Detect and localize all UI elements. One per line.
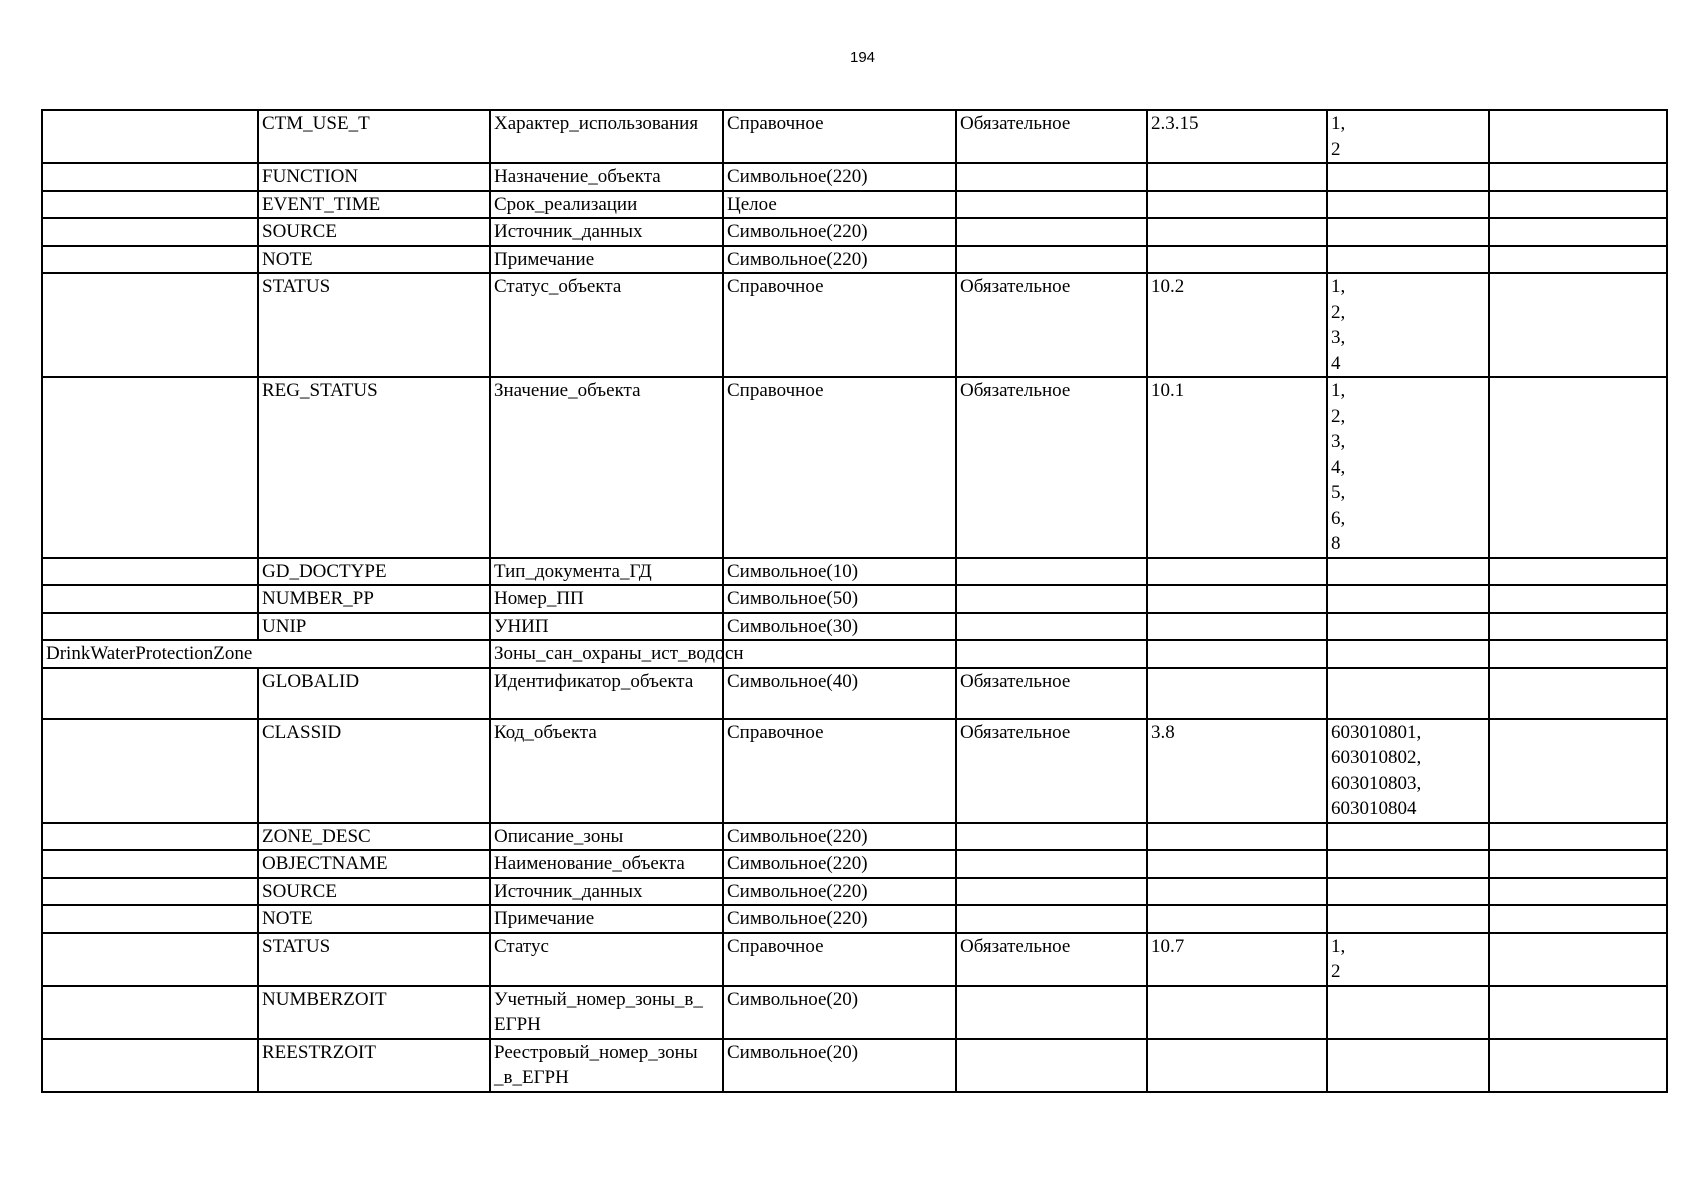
reference-cell (1147, 218, 1327, 246)
field-type-cell: Символьное(220) (723, 163, 956, 191)
field-code-cell: NUMBER_PP (258, 585, 490, 613)
field-type-cell: Символьное(220) (723, 246, 956, 274)
allowed-values-cell (1327, 558, 1489, 586)
field-name-cell: УНИП (490, 613, 723, 641)
allowed-values-cell (1327, 163, 1489, 191)
class-cell (42, 933, 258, 986)
requirement-cell (956, 640, 1147, 668)
notes-cell (1489, 1039, 1667, 1092)
table-row (42, 640, 1667, 668)
notes-cell (1489, 110, 1667, 163)
field-name-cell: Характер_использования (490, 110, 723, 163)
allowed-values-cell: 1, 2, 3, 4 (1327, 273, 1489, 377)
field-type-cell: Символьное(220) (723, 850, 956, 878)
table-row (42, 933, 1667, 986)
field-type-cell: Справочное (723, 273, 956, 377)
requirement-cell: Обязательное (956, 933, 1147, 986)
table-row (42, 878, 1667, 906)
field-code-cell (258, 640, 490, 668)
field-type-cell: Символьное(10) (723, 558, 956, 586)
class-cell (42, 1039, 258, 1092)
table-row (42, 558, 1667, 586)
field-type-cell: Символьное(220) (723, 878, 956, 906)
reference-cell (1147, 246, 1327, 274)
table-row (42, 905, 1667, 933)
page-number: 194 (849, 49, 876, 66)
table-row (42, 719, 1667, 823)
requirement-cell (956, 823, 1147, 851)
reference-cell (1147, 850, 1327, 878)
field-code-cell: GLOBALID (258, 668, 490, 719)
requirement-cell (956, 613, 1147, 641)
requirement-cell (956, 246, 1147, 274)
field-code-cell: STATUS (258, 933, 490, 986)
class-cell (42, 878, 258, 906)
notes-cell (1489, 640, 1667, 668)
table-row (42, 218, 1667, 246)
field-type-cell: Символьное(20) (723, 1039, 956, 1092)
requirement-cell: Обязательное (956, 377, 1147, 558)
class-cell (42, 163, 258, 191)
notes-cell (1489, 191, 1667, 219)
field-type-cell: Символьное(50) (723, 585, 956, 613)
notes-cell (1489, 218, 1667, 246)
field-type-cell: Символьное(220) (723, 823, 956, 851)
reference-cell (1147, 668, 1327, 719)
allowed-values-cell (1327, 850, 1489, 878)
table-row (42, 377, 1667, 558)
field-type-cell: Символьное(20) (723, 986, 956, 1039)
table-row (42, 668, 1667, 719)
reference-cell: 10.7 (1147, 933, 1327, 986)
class-cell (42, 273, 258, 377)
reference-cell (1147, 905, 1327, 933)
requirement-cell (956, 878, 1147, 906)
notes-cell (1489, 273, 1667, 377)
class-cell (42, 850, 258, 878)
field-code-cell: STATUS (258, 273, 490, 377)
table-row (42, 110, 1667, 163)
field-code-cell: UNIP (258, 613, 490, 641)
field-name-cell: Номер_ПП (490, 585, 723, 613)
field-type-cell: Справочное (723, 719, 956, 823)
class-cell (42, 110, 258, 163)
notes-cell (1489, 850, 1667, 878)
allowed-values-cell (1327, 878, 1489, 906)
field-code-cell: CTM_USE_T (258, 110, 490, 163)
allowed-values-cell (1327, 668, 1489, 719)
field-name-cell: Идентификатор_объекта (490, 668, 723, 719)
allowed-values-cell (1327, 640, 1489, 668)
field-code-cell: ZONE_DESC (258, 823, 490, 851)
requirement-cell: Обязательное (956, 110, 1147, 163)
notes-cell (1489, 905, 1667, 933)
table-row (42, 163, 1667, 191)
class-cell (42, 986, 258, 1039)
field-code-cell: CLASSID (258, 719, 490, 823)
class-cell (42, 719, 258, 823)
field-code-cell: SOURCE (258, 878, 490, 906)
field-name-cell: Описание_зоны (490, 823, 723, 851)
reference-cell (1147, 585, 1327, 613)
notes-cell (1489, 878, 1667, 906)
allowed-values-cell (1327, 218, 1489, 246)
notes-cell (1489, 585, 1667, 613)
requirement-cell (956, 163, 1147, 191)
table-row (42, 191, 1667, 219)
notes-cell (1489, 719, 1667, 823)
requirement-cell (956, 585, 1147, 613)
class-cell (42, 613, 258, 641)
field-code-cell: NOTE (258, 246, 490, 274)
field-name-cell: Источник_данных (490, 218, 723, 246)
notes-cell (1489, 558, 1667, 586)
reference-cell (1147, 613, 1327, 641)
allowed-values-cell (1327, 613, 1489, 641)
notes-cell (1489, 986, 1667, 1039)
reference-cell (1147, 163, 1327, 191)
field-type-cell: Целое (723, 191, 956, 219)
field-name-cell: Зоны_сан_охраны_ист_водосн (490, 640, 723, 668)
field-type-cell: Справочное (723, 110, 956, 163)
table-row (42, 585, 1667, 613)
notes-cell (1489, 613, 1667, 641)
field-code-cell: NUMBERZOIT (258, 986, 490, 1039)
field-name-cell: Примечание (490, 246, 723, 274)
field-code-cell: FUNCTION (258, 163, 490, 191)
reference-cell (1147, 986, 1327, 1039)
allowed-values-cell (1327, 1039, 1489, 1092)
allowed-values-cell (1327, 823, 1489, 851)
class-cell (42, 218, 258, 246)
class-cell (42, 823, 258, 851)
allowed-values-cell (1327, 585, 1489, 613)
table-row (42, 986, 1667, 1039)
field-name-cell: Тип_документа_ГД (490, 558, 723, 586)
field-name-cell: Учетный_номер_зоны_в_ ЕГРН (490, 986, 723, 1039)
field-code-cell: SOURCE (258, 218, 490, 246)
notes-cell (1489, 668, 1667, 719)
notes-cell (1489, 823, 1667, 851)
field-name-cell: Примечание (490, 905, 723, 933)
table-row (42, 613, 1667, 641)
field-code-cell: REG_STATUS (258, 377, 490, 558)
class-cell (42, 585, 258, 613)
reference-cell (1147, 640, 1327, 668)
field-name-cell: Статус_объекта (490, 273, 723, 377)
class-cell (42, 246, 258, 274)
table-row (42, 1039, 1667, 1092)
field-type-cell: Символьное(220) (723, 905, 956, 933)
requirement-cell (956, 1039, 1147, 1092)
class-cell: DrinkWaterProtectionZone (42, 640, 258, 668)
reference-cell: 2.3.15 (1147, 110, 1327, 163)
field-name-cell: Реестровый_номер_зоны _в_ЕГРН (490, 1039, 723, 1092)
requirement-cell (956, 986, 1147, 1039)
allowed-values-cell: 1, 2 (1327, 110, 1489, 163)
requirement-cell (956, 905, 1147, 933)
field-code-cell: REESTRZOIT (258, 1039, 490, 1092)
field-code-cell: NOTE (258, 905, 490, 933)
reference-cell (1147, 878, 1327, 906)
field-code-cell: EVENT_TIME (258, 191, 490, 219)
notes-cell (1489, 377, 1667, 558)
allowed-values-cell (1327, 191, 1489, 219)
requirement-cell (956, 218, 1147, 246)
requirement-cell: Обязательное (956, 668, 1147, 719)
field-name-cell: Назначение_объекта (490, 163, 723, 191)
field-type-cell: Символьное(40) (723, 668, 956, 719)
reference-cell (1147, 823, 1327, 851)
field-name-cell: Срок_реализации (490, 191, 723, 219)
reference-cell (1147, 191, 1327, 219)
field-name-cell: Код_объекта (490, 719, 723, 823)
allowed-values-cell (1327, 986, 1489, 1039)
notes-cell (1489, 246, 1667, 274)
reference-cell: 3.8 (1147, 719, 1327, 823)
class-cell (42, 668, 258, 719)
reference-cell: 10.1 (1147, 377, 1327, 558)
allowed-values-cell (1327, 905, 1489, 933)
allowed-values-cell: 1, 2 (1327, 933, 1489, 986)
attribute-table (41, 109, 1668, 1093)
notes-cell (1489, 933, 1667, 986)
field-type-cell: Символьное(30) (723, 613, 956, 641)
class-cell (42, 905, 258, 933)
field-type-cell: Символьное(220) (723, 218, 956, 246)
allowed-values-cell (1327, 246, 1489, 274)
requirement-cell (956, 850, 1147, 878)
field-name-cell: Источник_данных (490, 878, 723, 906)
class-cell (42, 377, 258, 558)
table-row (42, 823, 1667, 851)
field-code-cell: GD_DOCTYPE (258, 558, 490, 586)
field-type-cell: Справочное (723, 933, 956, 986)
allowed-values-cell: 603010801, 603010802, 603010803, 603010804 (1327, 719, 1489, 823)
class-cell (42, 191, 258, 219)
field-code-cell: OBJECTNAME (258, 850, 490, 878)
table-row (42, 246, 1667, 274)
field-name-cell: Наименование_объекта (490, 850, 723, 878)
requirement-cell (956, 558, 1147, 586)
reference-cell (1147, 558, 1327, 586)
allowed-values-cell: 1, 2, 3, 4, 5, 6, 8 (1327, 377, 1489, 558)
requirement-cell: Обязательное (956, 273, 1147, 377)
reference-cell: 10.2 (1147, 273, 1327, 377)
class-cell (42, 558, 258, 586)
requirement-cell: Обязательное (956, 719, 1147, 823)
notes-cell (1489, 163, 1667, 191)
table-row (42, 273, 1667, 377)
field-name-cell: Значение_объекта (490, 377, 723, 558)
reference-cell (1147, 1039, 1327, 1092)
field-type-cell: Справочное (723, 377, 956, 558)
field-name-cell: Статус (490, 933, 723, 986)
field-type-cell (723, 640, 956, 668)
table-row (42, 850, 1667, 878)
requirement-cell (956, 191, 1147, 219)
